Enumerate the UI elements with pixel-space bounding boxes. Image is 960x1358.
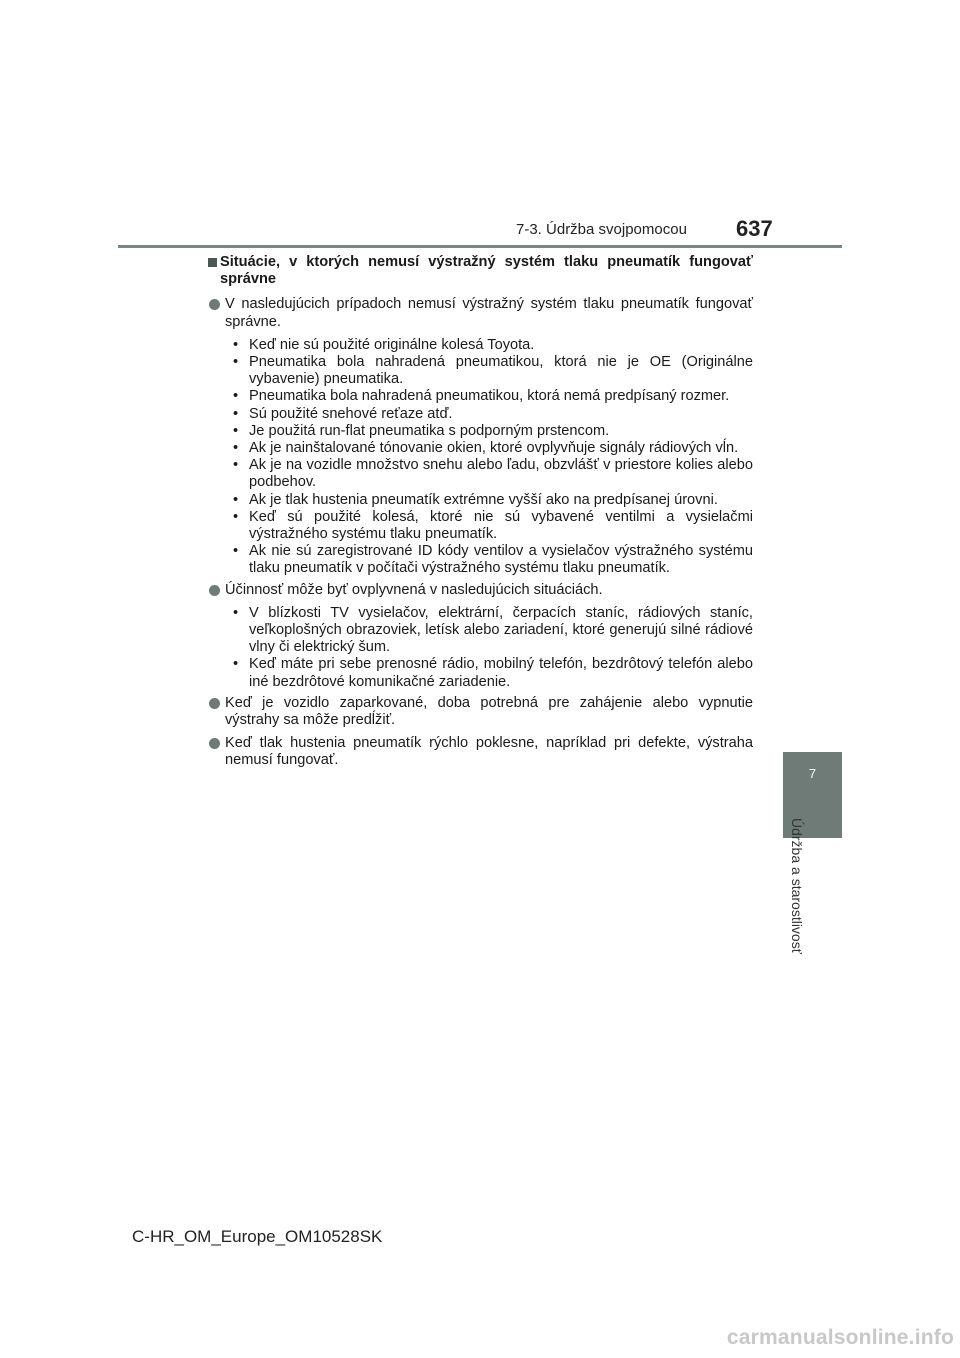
bullet-mark-icon: • <box>233 508 239 525</box>
list-item <box>225 492 753 509</box>
section-heading <box>208 254 753 288</box>
bullet-mark-icon: • <box>233 543 239 560</box>
document-code: C-HR_OM_Europe_OM10528SK <box>132 1227 383 1246</box>
paragraph-text: Účinnosť môže byť ovplyvnená v nasledujúcich situáciách. <box>225 581 603 598</box>
paragraph-text: V nasledujúcich prípadoch nemusí výstražný systém tlaku pneumatík fungovať správne. <box>225 296 753 330</box>
circle-bullet-icon <box>209 698 220 709</box>
bullet-list <box>225 605 753 691</box>
running-header-section: 7-3. Údržba svojpomocou <box>516 221 687 238</box>
paragraph-list <box>208 296 753 769</box>
list-item-text: Pneumatika bola nahradená pneumatikou, ktorá nemá predpísaný rozmer. <box>249 388 730 405</box>
list-item <box>225 543 753 577</box>
page-number: 637 <box>736 216 773 241</box>
bullet-mark-icon: • <box>233 422 239 439</box>
list-item-text: Ak je tlak hustenia pneumatík extrémne vyšší ako na predpísanej úrovni. <box>249 491 718 508</box>
circle-bullet-icon <box>209 585 220 596</box>
list-item-text: Je použitá run-flat pneumatika s podporným prstencom. <box>249 422 610 439</box>
bullet-mark-icon: • <box>233 491 239 508</box>
list-item-text: V blízkosti TV vysielačov, elektrární, čerpacích staníc, rádiových staníc, veľkoplošných obrazoviek, letísk alebo zariadení, ktoré generujú silné rádiové vlny či elektrický šum. <box>249 604 753 656</box>
list-item <box>225 337 753 354</box>
paragraph <box>208 695 753 729</box>
header-rule <box>118 245 842 248</box>
circle-bullet-icon <box>209 299 220 310</box>
watermark: carmanualsonline.info <box>726 1326 954 1349</box>
section-content <box>208 254 753 776</box>
list-item <box>225 423 753 440</box>
bullet-mark-icon: • <box>233 388 239 405</box>
list-item-text: Keď sú použité kolesá, ktoré nie sú vybavené ventilmi a vysielačmi výstražného systému tlaku pneumatík. <box>249 508 753 543</box>
paragraph-text: Keď tlak hustenia pneumatík rýchlo poklesne, napríklad pri defekte, výstraha nemusí fungovať. <box>225 735 753 769</box>
list-item-text: Keď nie sú použité originálne kolesá Toyota. <box>249 336 535 353</box>
list-item-text: Ak je na vozidle množstvo snehu alebo ľadu, obzvlášť v priestore kolies alebo podbehov. <box>249 457 753 491</box>
bullet-mark-icon: • <box>233 604 239 621</box>
list-item <box>225 388 753 405</box>
list-item <box>225 605 753 657</box>
list-item <box>225 406 753 423</box>
list-item <box>225 457 753 491</box>
list-item <box>225 354 753 388</box>
bullet-list <box>225 337 753 578</box>
bullet-mark-icon: • <box>233 656 239 673</box>
paragraph <box>208 296 753 330</box>
bullet-mark-icon: • <box>233 336 239 353</box>
bullet-mark-icon: • <box>233 354 239 371</box>
list-item-text: Ak je nainštalované tónovanie okien, ktoré ovplyvňuje signály rádiových vĺn. <box>249 440 739 457</box>
paragraph <box>208 735 753 769</box>
chapter-title: Údržba a starostlivosť <box>789 818 805 954</box>
paragraph <box>208 582 753 599</box>
square-bullet-icon <box>208 258 217 267</box>
section-heading-text: Situácie, v ktorých nemusí výstražný systém tlaku pneumatík fungovať správne <box>220 254 753 288</box>
list-item-text: Sú použité snehové reťaze atď. <box>249 405 453 422</box>
bullet-mark-icon: • <box>233 440 239 457</box>
list-item-text: Ak nie sú zaregistrované ID kódy ventilov a vysielačov výstražného systému tlaku pneumatík v počítači výstražného systému tlaku pneumatík. <box>249 543 753 577</box>
bullet-mark-icon: • <box>233 457 239 474</box>
chapter-number: 7 <box>808 766 817 781</box>
chapter-title-container <box>787 818 807 963</box>
list-item <box>225 509 753 543</box>
list-item <box>225 656 753 690</box>
list-item <box>225 440 753 457</box>
bullet-mark-icon: • <box>233 405 239 422</box>
list-item-text: Pneumatika bola nahradená pneumatikou, ktorá nie je OE (Originálne vybavenie) pneumatika. <box>249 354 753 388</box>
circle-bullet-icon <box>209 738 220 749</box>
paragraph-text: Keď je vozidlo zaparkované, doba potrebná pre zahájenie alebo vypnutie výstrahy sa môže predĺžiť. <box>225 694 753 729</box>
list-item-text: Keď máte pri sebe prenosné rádio, mobilný telefón, bezdrôtový telefón alebo iné bezdrôtové komunikačné zariadenie. <box>249 656 753 690</box>
